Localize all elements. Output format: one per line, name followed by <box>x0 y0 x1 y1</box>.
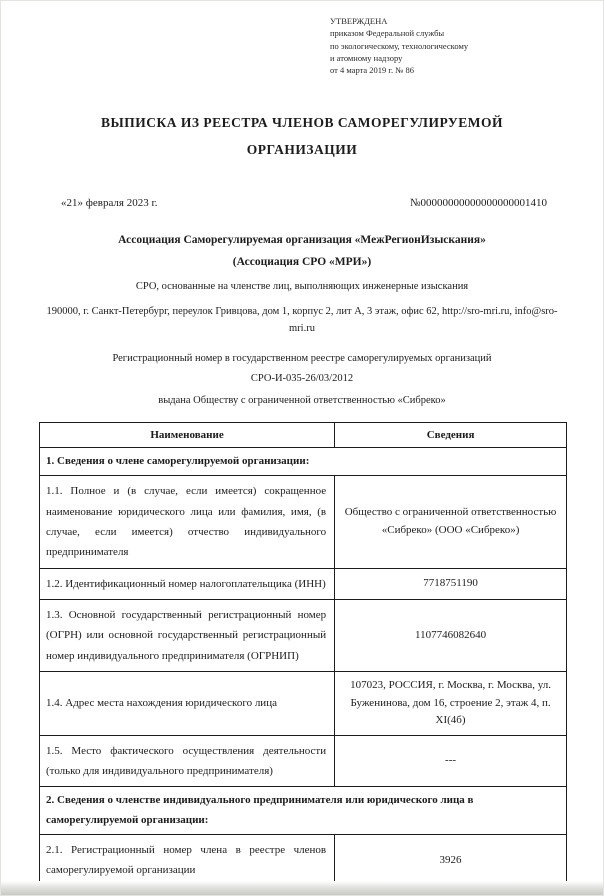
table-row <box>40 476 567 568</box>
table-row <box>40 568 567 599</box>
row-1-4-label: 1.4. Адрес места нахождения юридического лица <box>40 672 335 736</box>
organization-full-name: Ассоциация Саморегулируемая организация «МежРегионИзыскания» <box>118 233 486 246</box>
details-table <box>39 422 567 887</box>
issued-to-line: выдана Обществу с ограниченной ответственностью «Сибреко» <box>158 395 446 406</box>
approval-block <box>330 15 565 77</box>
issue-date: «21» февраля 2023 г. <box>61 196 158 209</box>
row-1-4-value: 107023, РОССИЯ, г. Москва, г. Москва, ул. Буженинова, дом 16, строение 2, этаж 4, п. XI(4б) <box>335 672 567 736</box>
organization-name <box>39 229 565 274</box>
date-number-row <box>39 197 565 209</box>
section-1-title: 1. Сведения о члене саморегулируемой организации: <box>40 448 567 476</box>
row-1-1-label: 1.1. Полное и (в случае, если имеется) сокращенное наименование юридического лица или фамилия, имя, (в случае, если имеется) отчество индивидуального предпринимателя <box>40 476 335 568</box>
organization-address: 190000, г. Санкт-Петербург, переулок Гривцова, дом 1, корпус 2, лит А, 3 этаж, офис 62, http://sro-mri.ru, info@sro-mri.ru <box>46 306 558 335</box>
approval-line: и атомному надзору <box>330 52 403 63</box>
approval-line: УТВЕРЖДЕНА <box>330 16 388 26</box>
section-2-title: 2. Сведения о членстве индивидуального предпринимателя или юридического лица в саморегулируемой организации: <box>40 787 567 835</box>
table-row <box>40 735 567 787</box>
table-row <box>40 672 567 736</box>
row-1-3-label: 1.3. Основной государственный регистрационный номер (ОГРН) или основной государственный регистрационный номер индивидуального предпринимателя (ОГРНИП) <box>40 599 335 671</box>
row-1-2-value: 7718751190 <box>335 568 567 599</box>
approval-line: от 4 марта 2019 г. № 86 <box>330 65 414 76</box>
approval-line: приказом Федеральной службы <box>330 28 445 39</box>
sro-type-line: СРО, основанные на членстве лиц, выполняющих инженерные изыскания <box>135 281 469 293</box>
registry-caption: Регистрационный номер в государственном реестре саморегулируемых организаций <box>112 353 492 364</box>
table-row <box>40 599 567 671</box>
registry-number: СРО-И-035-26/03/2012 <box>250 373 354 384</box>
organization-short-name: (Ассоциация СРО «МРИ») <box>232 255 372 268</box>
row-1-2-label: 1.2. Идентификационный номер налогоплательщика (ИНН) <box>40 568 335 599</box>
document-title: ВЫПИСКА ИЗ РЕЕСТРА ЧЛЕНОВ САМОРЕГУЛИРУЕМОЙ ОРГАНИЗАЦИИ <box>100 114 504 157</box>
document-number: №00000000000000000001410 <box>410 196 547 209</box>
row-2-1-label: 2.1. Регистрационный номер члена в реестре членов саморегулируемой организации <box>40 834 335 886</box>
approval-line: по экологическому, технологическому <box>330 40 469 51</box>
column-header-name: Наименование <box>40 423 335 448</box>
row-1-5-label: 1.5. Место фактического осуществления деятельности (только для индивидуального предпринимателя) <box>40 735 335 787</box>
row-1-3-value: 1107746082640 <box>335 599 567 671</box>
section-row-2 <box>40 787 567 835</box>
row-1-5-value: --- <box>335 735 567 787</box>
column-header-info: Сведения <box>335 423 567 448</box>
row-2-1-value: 3926 <box>335 834 567 886</box>
page-bottom-shadow <box>1 881 603 895</box>
table-header-row <box>40 423 567 448</box>
row-1-1-value: Общество с ограниченной ответственностью «Сибреко» (ООО «Сибреко») <box>335 476 567 568</box>
table-row <box>40 834 567 886</box>
section-row-1 <box>40 448 567 476</box>
